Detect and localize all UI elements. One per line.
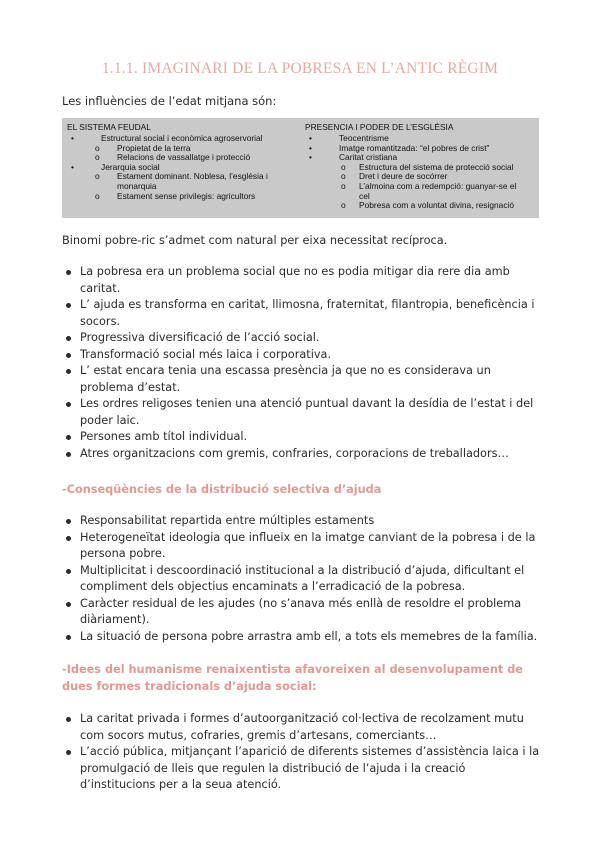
list-item: Progressiva diversificació de l’acció social. — [62, 330, 540, 347]
table-line-text: Propietat de la terra — [117, 142, 191, 153]
consequences-list — [62, 513, 540, 645]
table-line-text: Jerarquia social — [101, 161, 160, 172]
table-left-lines — [67, 134, 299, 201]
table-line-text: Estament dominant. Noblesa, l’església i — [117, 171, 268, 182]
list-item: Atres organitzacions com gremis, confraries, corporacions de treballadors… — [62, 446, 540, 463]
bullet-icon: • — [309, 152, 312, 163]
influences-list — [62, 264, 540, 462]
humanism-list — [62, 711, 540, 794]
table-left-header: EL SISTEMA FEUDAL — [67, 122, 151, 132]
table-line-text: L’almoina com a redempció: guanyar-se el — [359, 180, 517, 191]
circle-bullet-icon: o — [341, 171, 346, 182]
table-right-column — [305, 122, 537, 211]
circle-bullet-icon: o — [95, 190, 100, 201]
circle-bullet-icon: o — [341, 200, 346, 211]
list-item: Persones amb títol individual. — [62, 429, 540, 446]
list-item: Transformació social més laica i corporativa. — [62, 347, 540, 364]
circle-bullet-icon: o — [95, 171, 100, 182]
list-item: Responsabilitat repartida entre múltiples estaments — [62, 513, 540, 530]
section-heading-humanism: -Idees del humanisme renaixentista afavoreixen al desenvolupament de dues formes tradicionals d’ajuda social: — [62, 663, 523, 693]
list-item: La pobresa era un problema social que no es podia mitigar dia rere dia amb caritat. — [62, 264, 540, 297]
table-line — [67, 172, 299, 182]
table-right-header: PRESENCIA I PODER DE L’ESGLÉSIA — [305, 122, 454, 132]
table-right-lines — [305, 134, 537, 211]
circle-bullet-icon: o — [341, 161, 346, 172]
bullet-icon: • — [309, 133, 312, 143]
table-line — [305, 201, 537, 211]
table-line-text: Relacions de vassallatge i protecció — [117, 152, 251, 163]
table-line-text: Estructura del sistema de protecció social — [359, 161, 514, 172]
circle-bullet-icon: o — [95, 142, 100, 153]
section-heading-consequences: -Conseqüències de la distribució selectiva d’ajuda — [62, 483, 382, 496]
circle-bullet-icon: o — [341, 180, 346, 191]
table-line-text: Dret i deure de socórrer — [359, 171, 448, 182]
list-item: L’ estat encara tenia una escassa presència ja que no es considerava un problema d’estat. — [62, 363, 540, 396]
table-line — [305, 182, 537, 192]
table-line-text: Imatge romantitzada: “el pobres de crist” — [339, 142, 490, 153]
list-item: Les ordres religoses tenien una atenció puntual davant la desídia de l’estat i del poder laic. — [62, 396, 540, 429]
bullet-icon: • — [71, 161, 74, 172]
list-item: Multiplicitat i descoordinació institucional a la distribució d’ajuda, dificultant el compliment dels objectius encaminats a l’erradicació de la pobresa. — [62, 563, 540, 596]
table-line-text: monarquia — [117, 180, 157, 191]
list-item: Heterogeneïtat ideologia que influeix en la imatge canviant de la pobresa i de la persona pobre. — [62, 530, 540, 563]
circle-bullet-icon: o — [95, 152, 100, 163]
table-line — [67, 192, 299, 202]
table-left-column — [67, 122, 299, 201]
list-item: L’ ajuda es transforma en caritat, llimosna, fraternitat, filantropia, beneficència i socors. — [62, 297, 540, 330]
binomi-text: Binomi pobre-ric s’admet com natural per eixa necessitat recíproca. — [62, 234, 448, 247]
page-title: 1.1.1. IMAGINARI DE LA POBRESA EN L’ANTIC RÈGIM — [101, 60, 499, 77]
table-line-text: Estament sense privilegis: agricultors — [117, 190, 256, 201]
list-item: L’acció pública, mitjançant l’aparició de diferents sistemes d’assistència laica i la promulgació de lleis que regulen la distribució de l’ajuda i la creació d’institucions per a la seua atenció. — [62, 744, 540, 794]
table-line-text: Teocentrisme — [339, 133, 389, 143]
list-item: Caràcter residual de les ajudes (no s’anava més enllà de resoldre el problema diàriament). — [62, 596, 540, 629]
list-item: La caritat privada i formes d’autoorganització col·lectiva de recolzament mutu com socors mutus, cofraries, gremis d’artesans, comerciants… — [62, 711, 540, 744]
table-line-text: Caritat cristiana — [339, 152, 398, 163]
intro-text: Les influències de l’edat mitjana són: — [62, 94, 277, 108]
table-line-text: Estructural social i econòmica agroservorial — [101, 133, 263, 143]
comparison-table-image — [62, 118, 539, 218]
bullet-icon: • — [71, 133, 74, 143]
table-line-text: cel — [359, 190, 370, 201]
table-line-text: Pobresa com a voluntat divina, resignació — [359, 200, 515, 211]
bullet-icon: • — [309, 142, 312, 153]
list-item: La situació de persona pobre arrastra amb ell, a tots els memebres de la família. — [62, 629, 540, 646]
